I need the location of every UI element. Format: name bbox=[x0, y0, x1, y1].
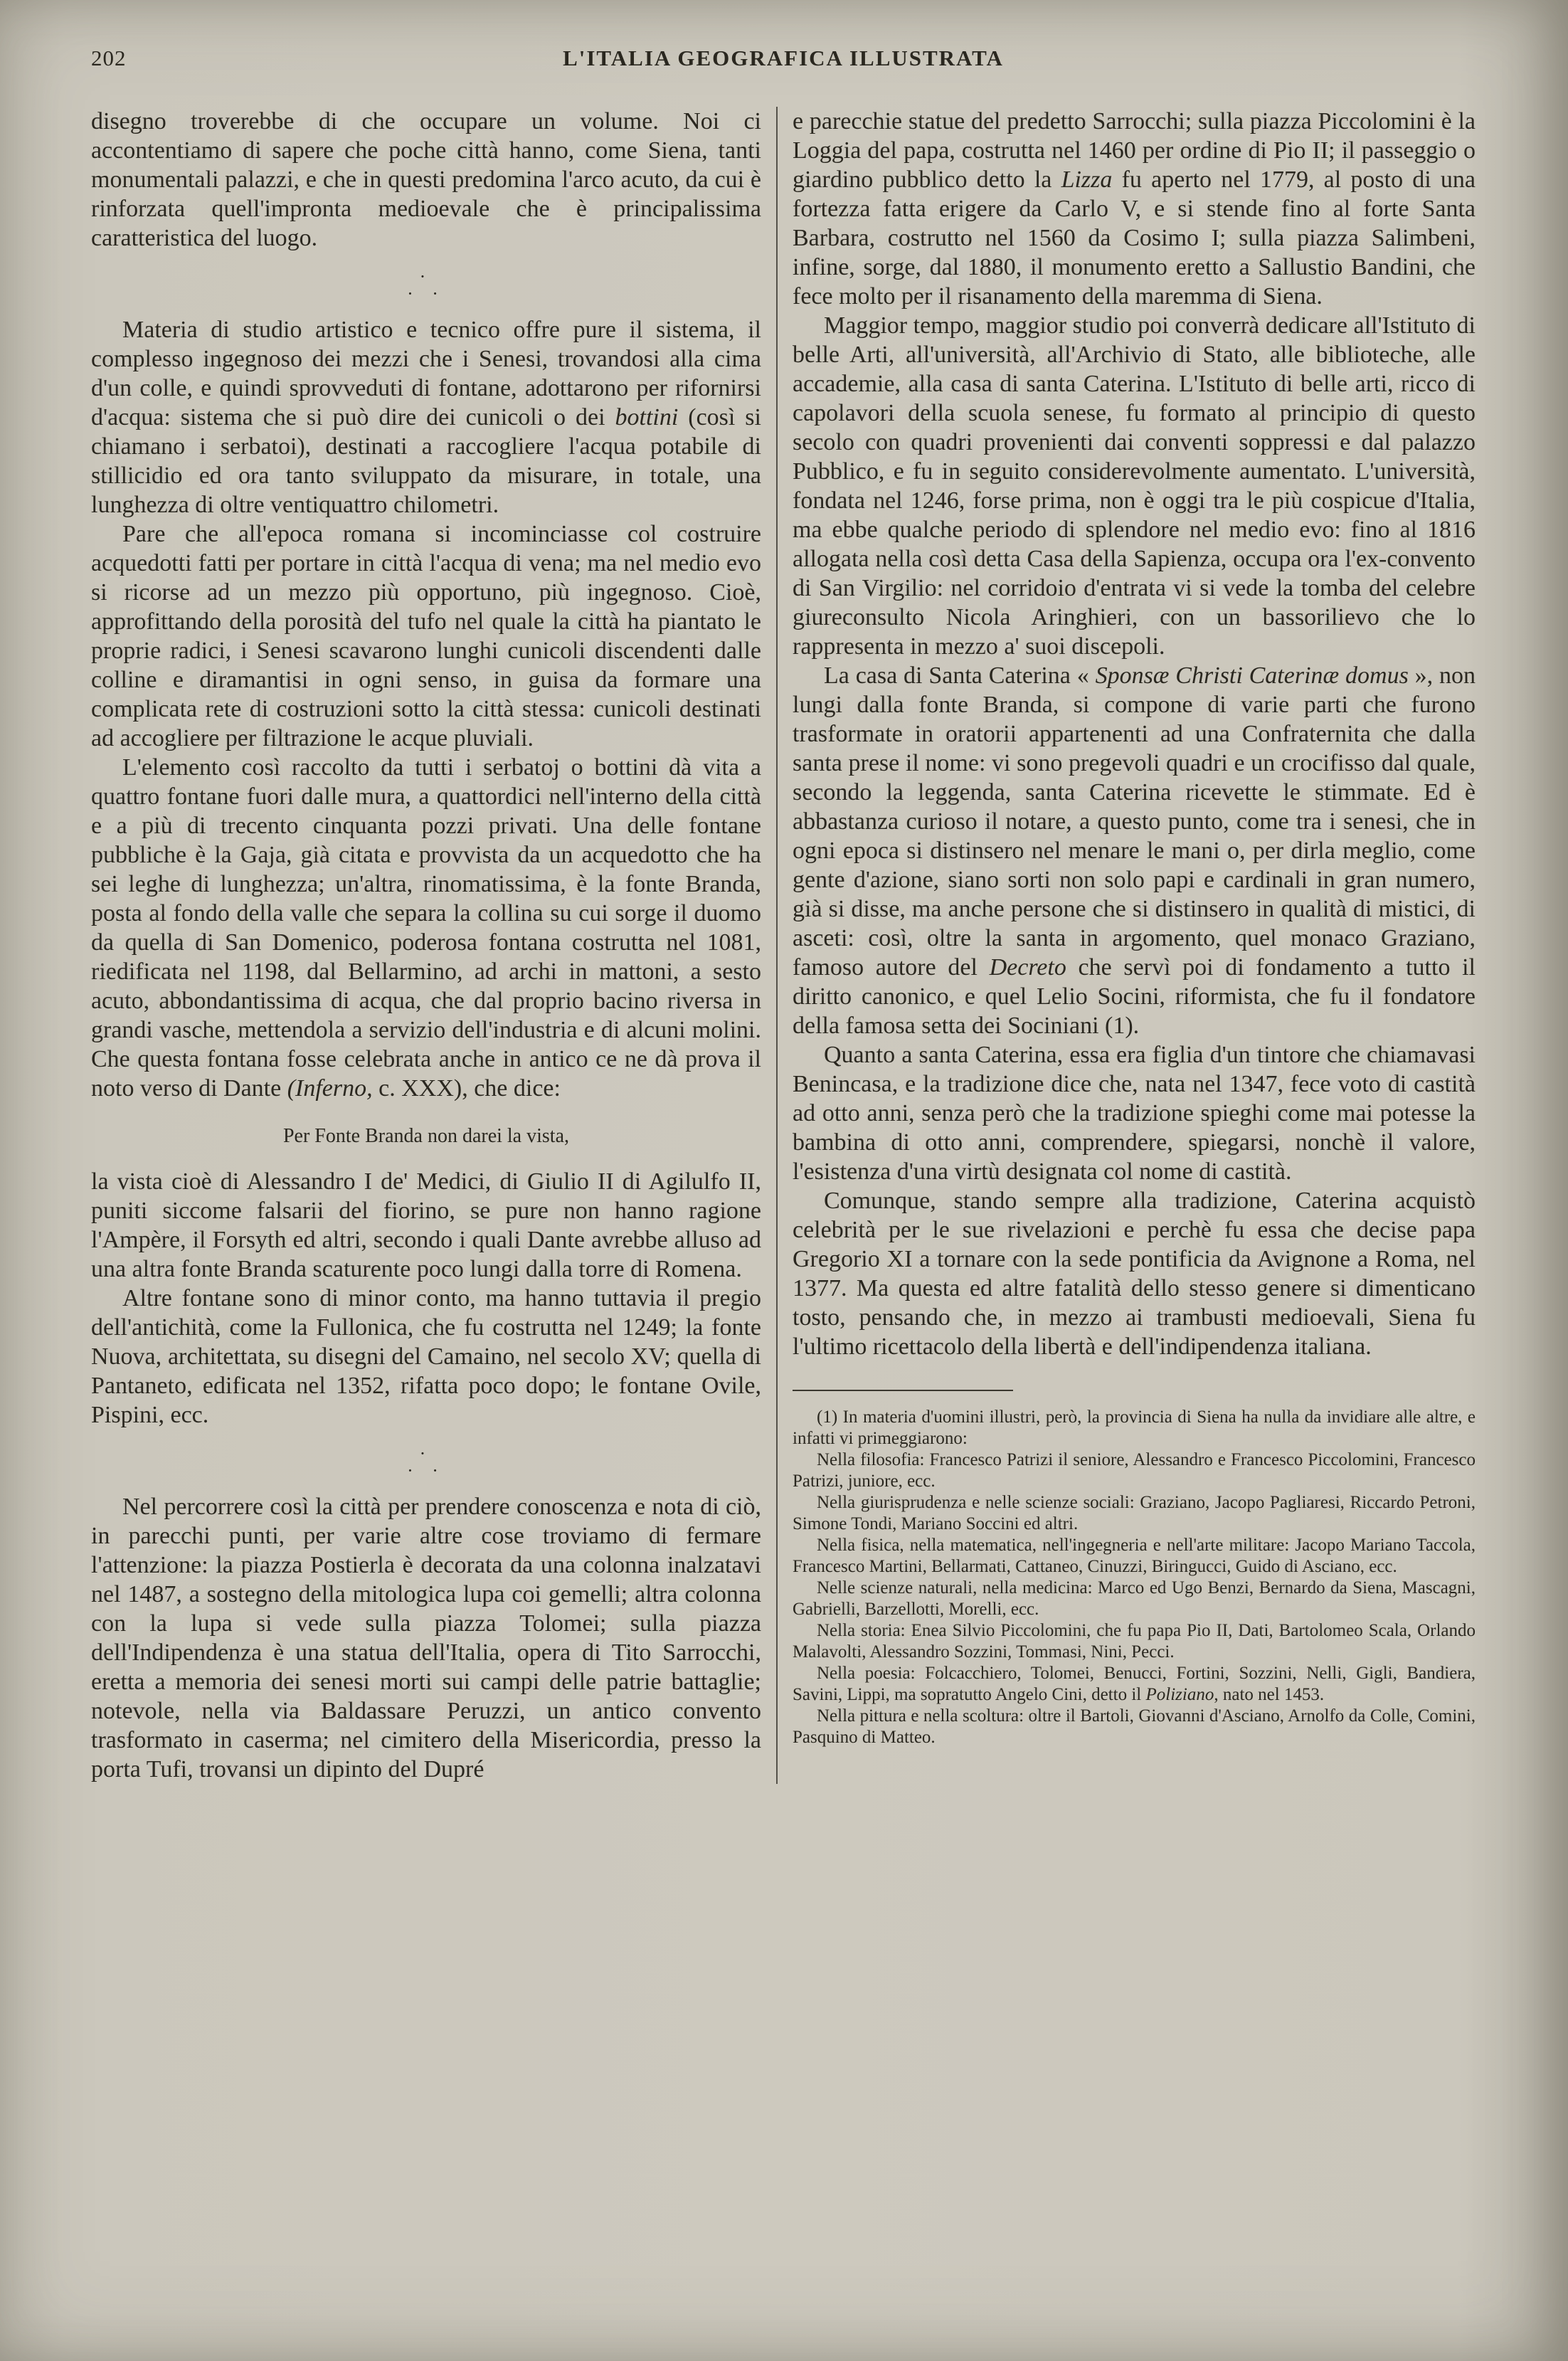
paragraph-right-1: e parecchie statue del predetto Sarrocchi; sulla piazza Piccolomini è la Loggia del papa, costrutta nel 1460 per ordine di Pio II; il passeggio o giardino pubblico detto la Lizza fu aperto nel 1779, al posto di una fortezza fatta erigere da Carlo V, e si stende fino al forte Santa Barbara, costrutto nel 1560 da Cosimo I; sulla piazza Salimbeni, infine, sorge, dal 1880, il monumento eretto a Sallustio Bandini, che fece molto per il risanamento della maremma di Siena. bbox=[793, 108, 1476, 310]
page-number: 202 bbox=[91, 46, 127, 70]
paragraph-left-3: Pare che all'epoca romana si incominciasse col costruire acquedotti fatti per portare in città l'acqua di vena; ma nel medio evo si ricorse ad un mezzo più opportuno, più ingegnoso. Cioè, approfittando della porosità del tufo nel quale la città ha piantato le proprie radici, i Senesi scavarono lunghi cunicoli discendenti dalle colline e diramantisi in ogni senso, in guisa da formare una complicata rete di costruzioni sotto la città stessa: cunicoli destinati ad accogliere per filtrazione le acque pluviali. bbox=[91, 521, 761, 751]
footnote-line-4: Nella fisica, nella matematica, nell'ingegneria e nell'arte militare: Jacopo Mariano Taccola, Francesco Martini, Bellarmati, Cattaneo, Cinuzzi, Biringucci, Guido di Asciano, ecc. bbox=[793, 1536, 1476, 1576]
paragraph-left-1: disegno troverebbe di che occupare un volume. Noi ci accontentiamo di sapere che poche città hanno, come Siena, tanti monumentali palazzi, e che in questi predomina l'arco acuto, da cui è rinforzata quell'impronta medioevale che è principalissima caratteristica del luogo. bbox=[91, 108, 761, 251]
footnote-line-5: Nelle scienze naturali, nella medicina: Marco ed Ugo Benzi, Bernardo da Siena, Mascagni, Gabrielli, Barzellotti, Morelli, ecc. bbox=[793, 1578, 1476, 1619]
paragraph-left-4: L'elemento così raccolto da tutti i serbatoj o bottini dà vita a quattro fontane fuori dalle mura, a quattordici nell'interno della città e a più di trecento cinquanta pozzi privati. Una delle fontane pubbliche è la Gaja, già citata e provvista da un acquedotto che ha sei leghe di lunghezza; un'altra, rinomatissima, è la fonte Branda, posta al fondo della valle che separa la collina su cui sorge il duomo da quella di San Domenico, poderosa fontana costrutta nel 1081, riedificata nel 1198, dal Bellarmino, ad archi in mattoni, a sesto acuto, abbondantissima di acqua, che dal proprio bacino riversa in grandi vasche, mettendola a servizio dell'industria e di alcuni molini. Che questa fontana fosse celebrata anche in antico ce ne dà prova il noto verso di Dante (Inferno, c. XXX), che dice: bbox=[91, 754, 761, 1102]
paragraph-right-2: Maggior tempo, maggior studio poi converrà dedicare all'Istituto di belle Arti, all'università, all'Archivio di Stato, alle biblioteche, alle accademie, alla casa di santa Caterina. L'Istituto di belle arti, ricco di capolavori della scuola senese, fu formato al principio di questo secolo con quadri provenienti dai conventi soppressi e dal palazzo Pubblico, e fu in seguito considerevolmente aumentato. L'università, fondata nel 1246, forse prima, non è oggi tra le più cospicue d'Italia, ma ebbe qualche periodo di splendore nel medio evo: fino al 1816 allogata nella così detta Casa della Sapienza, occupa ora l'ex-convento di San Virgilio: nel corridoio d'entrata vi si vede la tomba del celebre giureconsulto Nicola Aringhieri, con un bassorilievo che lo rappresenta in mezzo a' suoi discepoli. bbox=[793, 312, 1476, 660]
footnote-line-7: Nella poesia: Folcacchiero, Tolomei, Benucci, Fortini, Sozzini, Nelli, Gigli, Bandiera, Savini, Lippi, ma sopratutto Angelo Cini, detto il Poliziano, nato nel 1453. bbox=[793, 1664, 1476, 1704]
footnote-block bbox=[793, 1407, 1476, 1748]
footnote-separator-rule bbox=[793, 1390, 1013, 1391]
footnote-line-3: Nella giurisprudenza e nelle scienze sociali: Graziano, Jacopo Pagliaresi, Riccardo Petroni, Simone Tondi, Mariano Soccini ed altri. bbox=[793, 1493, 1476, 1533]
footnote-line-2: Nella filosofia: Francesco Patrizi il seniore, Alessandro e Francesco Piccolomini, Francesco Patrizi, juniore, ecc. bbox=[793, 1450, 1476, 1491]
paragraph-left-6: Altre fontane sono di minor conto, ma hanno tuttavia il pregio dell'antichità, come la Fullonica, che fu costrutta nel 1249; la fonte Nuova, architettata, su disegni del Camaino, nel secolo XV; quella di Pantaneto, edificata nel 1352, rifatta poco dopo; le fontane Ovile, Pispini, ecc. bbox=[91, 1285, 761, 1428]
left-column bbox=[91, 107, 761, 1784]
paragraph-left-5: la vista cioè di Alessandro I de' Medici, di Giulio II di Agilulfo II, puniti siccome falsarii del fiorino, se pure non hanno ragione l'Ampère, il Forsyth ed altri, secondo i quali Dante avrebbe alluso ad una altra fonte Branda scaturente poco lungi dalla torre di Romena. bbox=[91, 1168, 761, 1282]
paragraph-right-5: Comunque, stando sempre alla tradizione, Caterina acquistò celebrità per le sue rivelazioni e perchè fu essa che decise papa Gregorio XI a tornare con la sede pontificia da Avignone a Roma, nel 1377. Ma questa ed altre fatalità dello stesso genere si dimenticano tosto, pensando che, in mezzo ai trambusti medioevali, Siena fu l'ultimo ricettacolo della libertà e dell'indipendenza italiana. bbox=[793, 1188, 1476, 1360]
ornament-dot-top: · bbox=[419, 266, 433, 287]
footnote-line-8: Nella pittura e nella scoltura: oltre il Bartoli, Giovanni d'Asciano, Arnolfo da Colle, Comini, Pasquino di Matteo. bbox=[793, 1706, 1476, 1747]
right-column bbox=[793, 107, 1476, 1784]
ornament-dots-bottom: · · bbox=[407, 1460, 445, 1481]
footnote-line-6: Nella storia: Enea Silvio Piccolomini, che fu papa Pio II, Dati, Bartolomeo Scala, Orlando Malavolti, Alessandro Sozzini, Tommasi, Nini, Pecci. bbox=[793, 1621, 1476, 1662]
paragraph-right-4: Quanto a santa Caterina, essa era figlia d'un tintore che chiamavasi Benincasa, e la tradizione dice che, nata nel 1347, fece voto di castità ad otto anni, senza però che la tradizione spieghi come mai potesse la bambina di otto anni, comprendere, spiegarsi, nonchè il valore, l'esistenza d'una virtù designata col nome di castità. bbox=[793, 1042, 1476, 1185]
dante-verse: Per Fonte Branda non darei la vista, bbox=[282, 1125, 569, 1147]
section-break-ornament bbox=[91, 1445, 761, 1479]
column-divider-rule bbox=[776, 107, 778, 1784]
text-columns bbox=[91, 107, 1476, 1784]
ornament-dots-bottom: · · bbox=[407, 283, 445, 304]
paragraph-right-3: La casa di Santa Caterina « Sponsæ Christi Caterinæ domus », non lungi dalla fonte Branda, si compone di varie parti che furono trasformate in oratorii appartenenti ad una Confraternita che dalla santa prese il nome: vi sono pregevoli quadri e un crocifisso dal quale, secondo la leggenda, santa Caterina ricevette le stimmate. Ed è abbastanza curioso il notare, a questo punto, come tra i senesi, che in ogni epoca si distinsero nel menare le mani o, per dirla meglio, come gente d'azione, siano sorti non solo papi e cardinali in gran numero, già si disse, ma anche persone che si distinsero in qualità di mistici, di asceti: così, oltre la santa in argomento, quel monaco Graziano, famoso autore del Decreto che servì poi di fondamento a tutto il diritto canonico, e quel Lelio Socini, riformista, che fu il fondatore della famosa setta dei Sociniani (1). bbox=[793, 662, 1476, 1039]
footnote-line-1: (1) In materia d'uomini illustri, però, la provincia di Siena ha nulla da invidiare alle altre, e infatti vi primeggiarono: bbox=[793, 1407, 1476, 1448]
ornament-dot-top: · bbox=[419, 1443, 433, 1464]
running-title: L'ITALIA GEOGRAFICA ILLUSTRATA bbox=[563, 46, 1004, 70]
paragraph-left-7: Nel percorrere così la città per prendere conoscenza e nota di ciò, in parecchi punti, per varie altre cose troviamo di fermare l'attenzione: la piazza Postierla è decorata da una colonna inalzatavi nel 1487, a sostegno della mitologica lupa coi gemelli; altra colonna con la lupa si vede sulla piazza Tolomei; sulla piazza dell'Indipendenza è una statua dell'Italia, opera di Tito Sarrocchi, eretta a memoria dei senesi morti sui campi delle patrie battaglie; notevole, nella via Baldassare Peruzzi, un antico convento trasformato in caserma; nel cimitero della Misericordia, presso la porta Tufi, trovansi un dipinto del Dupré bbox=[91, 1494, 761, 1782]
paragraph-left-2: Materia di studio artistico e tecnico offre pure il sistema, il complesso ingegnoso dei mezzi che i Senesi, trovandosi alla cima d'un colle, e quindi sprovveduti di fontane, adottarono per rifornirsi d'acqua: sistema che si può dire dei cunicoli o dei bottini (così si chiamano i serbatoi), destinati a raccogliere l'acqua potabile di stillicidio ed ora tanto sviluppato da misurare, in totale, una lunghezza di oltre ventiquattro chilometri. bbox=[91, 317, 761, 518]
page-header bbox=[91, 46, 1476, 78]
section-break-ornament bbox=[91, 268, 761, 302]
